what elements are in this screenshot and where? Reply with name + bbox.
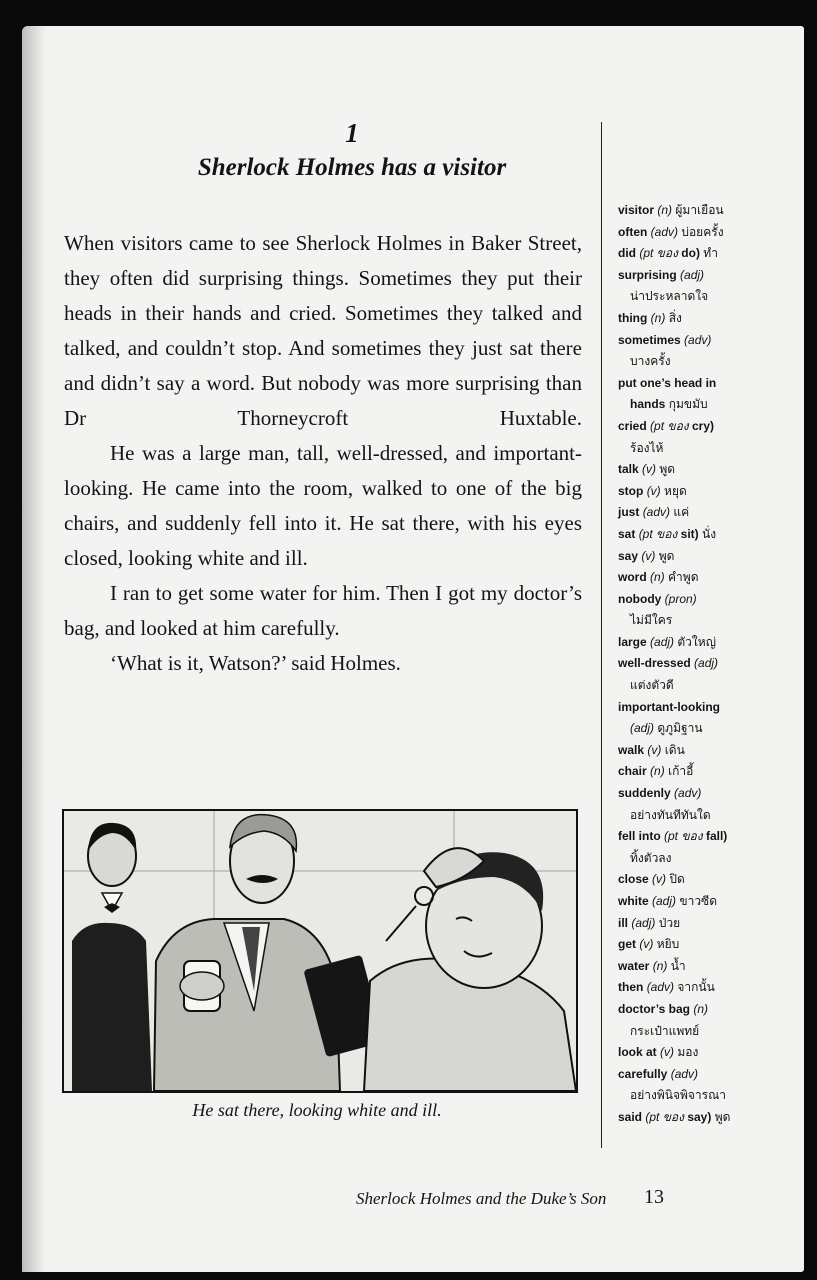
- glossary-word: suddenly: [618, 786, 671, 801]
- glossary-entry: [618, 1107, 798, 1129]
- glossary-base-form: cry): [691, 418, 714, 433]
- glossary-base-form: sit): [680, 526, 699, 541]
- glossary-part-of-speech: (adj): [652, 894, 677, 908]
- glossary-word: sometimes: [618, 332, 681, 347]
- glossary-word: ill: [618, 915, 629, 930]
- glossary-entry: [618, 567, 798, 589]
- page-number: 13: [644, 1186, 664, 1208]
- glossary-translation: ขาวซีด: [679, 894, 717, 908]
- glossary-entry: [618, 934, 798, 956]
- story-text: [64, 226, 582, 681]
- glossary-part-of-speech: (adv): [650, 224, 679, 239]
- glossary-part-of-speech: (v): [639, 937, 654, 952]
- glossary-translation: หยุด: [664, 483, 687, 498]
- glossary-part-of-speech: (n): [657, 203, 673, 217]
- glossary-part-of-speech: (v): [642, 462, 657, 477]
- glossary-word: hands: [630, 397, 666, 412]
- glossary-word: thing: [618, 310, 648, 325]
- glossary-translation: ไม่มีใคร: [630, 613, 673, 628]
- glossary-part-of-speech: (adv): [674, 786, 702, 801]
- glossary-translation: เก้าอี้: [668, 764, 694, 779]
- glossary-translation: กุมขมับ: [668, 397, 708, 412]
- paragraph: When visitors came to see Sherlock Holmes in Baker Street, they often did surprising things. Sometimes they put their heads in their hands and cried. Sometimes they talked and talked, and couldn’t stop. And sometimes they just sat there and didn’t say a word. But nobody was more surprising than Dr Thorneycroft Huxtable.: [64, 231, 582, 430]
- glossary-part-of-speech: (pt ของ: [639, 246, 678, 261]
- glossary-part-of-speech: (v): [641, 548, 656, 563]
- glossary-translation: สิ่ง: [668, 310, 682, 325]
- glossary-word: surprising: [618, 267, 677, 282]
- glossary-word: did: [618, 246, 636, 261]
- glossary-word: say: [618, 548, 639, 563]
- glossary-part-of-speech: (adv): [642, 505, 671, 520]
- glossary-word: put one’s head in: [618, 375, 717, 390]
- glossary-translation: มอง: [677, 1045, 699, 1060]
- glossary-part-of-speech: (n): [693, 1001, 709, 1016]
- glossary-entry: [618, 1021, 798, 1043]
- illustration-drawing: [64, 811, 576, 1091]
- glossary-word: said: [618, 1109, 643, 1124]
- glossary-entry: [618, 438, 798, 460]
- glossary-entry: [618, 1085, 798, 1107]
- glossary-translation: เดิน: [664, 742, 685, 757]
- glossary-translation: บ่อยครั้ง: [681, 224, 724, 239]
- glossary-base-form: say): [687, 1109, 712, 1124]
- glossary-part-of-speech: (v): [647, 742, 662, 757]
- glossary-entry: [618, 761, 798, 783]
- glossary-word: nobody: [618, 591, 662, 606]
- glossary-entry: [618, 740, 798, 762]
- column-divider: [601, 122, 602, 1148]
- paragraph: He was a large man, tall, well-dressed, and important-looking. He came into the room, walked to one of the big chairs, and suddenly fell into it. He sat there, with his eyes closed, looking white and ill.: [64, 441, 582, 570]
- glossary-translation: ดูภูมิฐาน: [657, 721, 703, 736]
- glossary-translation: คำพูด: [668, 570, 699, 585]
- glossary-entry: [618, 416, 798, 438]
- glossary-entry: [618, 848, 798, 870]
- glossary-translation: น่าประหลาดใจ: [630, 289, 709, 304]
- glossary-entry: [618, 1042, 798, 1064]
- glossary-part-of-speech: (v): [646, 483, 661, 498]
- glossary-entry: [618, 330, 798, 352]
- glossary-part-of-speech: (pt ของ: [650, 418, 689, 433]
- glossary-translation: พูด: [658, 548, 675, 563]
- glossary-translation: จากนั้น: [677, 980, 715, 995]
- glossary-entry: [618, 524, 798, 546]
- glossary-entry: [618, 956, 798, 978]
- glossary-part-of-speech: (adv): [684, 332, 712, 347]
- glossary-entry: [618, 481, 798, 503]
- chapter-number: 1: [345, 118, 359, 148]
- glossary-entry: [618, 610, 798, 632]
- glossary-entry: [618, 394, 798, 416]
- glossary-translation: ร้องไห้: [630, 440, 664, 455]
- glossary-base-form: do): [681, 246, 700, 261]
- glossary-entry: [618, 783, 798, 805]
- glossary-entry: [618, 697, 798, 719]
- glossary-word: walk: [618, 742, 645, 757]
- glossary-word: important-looking: [618, 699, 720, 714]
- illustration: [62, 809, 578, 1093]
- glossary-part-of-speech: (v): [652, 872, 667, 887]
- glossary-part-of-speech: (pron): [664, 591, 697, 606]
- glossary-translation: ปิด: [669, 872, 685, 887]
- glossary-entry: [618, 653, 798, 675]
- glossary-entry: [618, 977, 798, 999]
- glossary-word: often: [618, 224, 648, 239]
- glossary-part-of-speech: (pt ของ: [638, 526, 678, 541]
- glossary-entry: [618, 373, 798, 395]
- glossary-entry: [618, 200, 798, 222]
- glossary-word: cried: [618, 418, 647, 433]
- glossary-part-of-speech: (n): [652, 958, 668, 973]
- glossary-word: close: [618, 872, 649, 887]
- glossary-word: then: [618, 980, 644, 995]
- glossary-word: sat: [618, 526, 636, 541]
- glossary-entry: [618, 546, 798, 568]
- glossary-word: talk: [618, 462, 639, 477]
- glossary-entry: [618, 1064, 798, 1086]
- glossary-word: just: [618, 505, 640, 520]
- glossary-translation: หยิบ: [656, 937, 680, 952]
- glossary-part-of-speech: (adv): [646, 980, 675, 995]
- glossary-part-of-speech: (adj): [631, 915, 656, 930]
- glossary-translation: ผู้มาเยือน: [675, 203, 724, 217]
- glossary-translation: กระเป๋าแพทย์: [630, 1023, 700, 1038]
- glossary-part-of-speech: (n): [650, 570, 665, 585]
- glossary-word: large: [618, 634, 647, 649]
- glossary-entry: [618, 675, 798, 697]
- glossary-part-of-speech: (adj): [680, 267, 705, 282]
- glossary-part-of-speech: (adv): [670, 1066, 699, 1081]
- glossary-base-form: fall): [705, 829, 728, 844]
- glossary-translation: ตัวใหญ่: [677, 634, 716, 649]
- glossary-translation: น้ำ: [670, 958, 686, 973]
- glossary: [618, 200, 798, 1129]
- glossary-translation: ทิ้งตัวลง: [630, 850, 672, 865]
- glossary-word: fell into: [618, 829, 661, 844]
- glossary-translation: ทำ: [703, 246, 718, 261]
- glossary-entry: [618, 913, 798, 935]
- chapter-title: Sherlock Holmes has a visitor: [197, 154, 507, 181]
- page-gutter: [22, 26, 46, 1272]
- paragraph: I ran to get some water for him. Then I got my doctor’s bag, and looked at him carefully.: [64, 581, 582, 640]
- glossary-entry: [618, 502, 798, 524]
- glossary-entry: [618, 589, 798, 611]
- running-footer-title: Sherlock Holmes and the Duke’s Son: [356, 1189, 607, 1208]
- glossary-translation: นั่ง: [701, 526, 717, 541]
- glossary-part-of-speech: (adj): [630, 721, 655, 736]
- glossary-word: word: [618, 570, 647, 585]
- glossary-part-of-speech: (pt ของ: [645, 1109, 684, 1124]
- glossary-entry: [618, 222, 798, 244]
- glossary-part-of-speech: (pt ของ: [664, 829, 703, 844]
- glossary-part-of-speech: (v): [660, 1045, 675, 1060]
- glossary-translation: อย่างทันทีทันใด: [630, 807, 711, 822]
- glossary-entry: [618, 869, 798, 891]
- glossary-entry: [618, 286, 798, 308]
- glossary-word: look at: [618, 1045, 657, 1060]
- glossary-part-of-speech: (n): [650, 310, 666, 325]
- glossary-translation: แค่: [673, 505, 690, 520]
- glossary-entry: [618, 459, 798, 481]
- glossary-entry: [618, 351, 798, 373]
- glossary-entry: [618, 826, 798, 848]
- glossary-translation: พูด: [714, 1109, 731, 1124]
- glossary-entry: [618, 891, 798, 913]
- glossary-entry: [618, 999, 798, 1021]
- glossary-translation: อย่างพินิจพิจารณา: [630, 1088, 726, 1103]
- book-page: [22, 26, 804, 1272]
- glossary-word: visitor: [618, 203, 655, 217]
- glossary-entry: [618, 805, 798, 827]
- glossary-word: white: [618, 894, 649, 908]
- glossary-word: water: [618, 958, 650, 973]
- glossary-entry: [618, 718, 798, 740]
- glossary-translation: ป่วย: [658, 915, 681, 930]
- glossary-entry: [618, 308, 798, 330]
- glossary-word: doctor’s bag: [618, 1001, 691, 1016]
- glossary-part-of-speech: (adj): [650, 634, 675, 649]
- paragraph: ‘What is it, Watson?’ said Holmes.: [110, 651, 401, 675]
- glossary-part-of-speech: (adj): [694, 656, 719, 671]
- glossary-translation: พูด: [659, 462, 676, 477]
- glossary-word: carefully: [618, 1066, 668, 1081]
- glossary-word: stop: [618, 483, 644, 498]
- glossary-entry: [618, 632, 798, 654]
- glossary-word: well-dressed: [618, 656, 691, 671]
- glossary-entry: [618, 243, 798, 265]
- illustration-caption: He sat there, looking white and ill.: [192, 1100, 442, 1120]
- glossary-translation: แต่งตัวดี: [630, 678, 674, 693]
- glossary-word: get: [618, 937, 636, 952]
- glossary-entry: [618, 265, 798, 287]
- glossary-part-of-speech: (n): [650, 764, 665, 779]
- glossary-translation: บางครั้ง: [630, 354, 671, 369]
- glossary-word: chair: [618, 764, 647, 779]
